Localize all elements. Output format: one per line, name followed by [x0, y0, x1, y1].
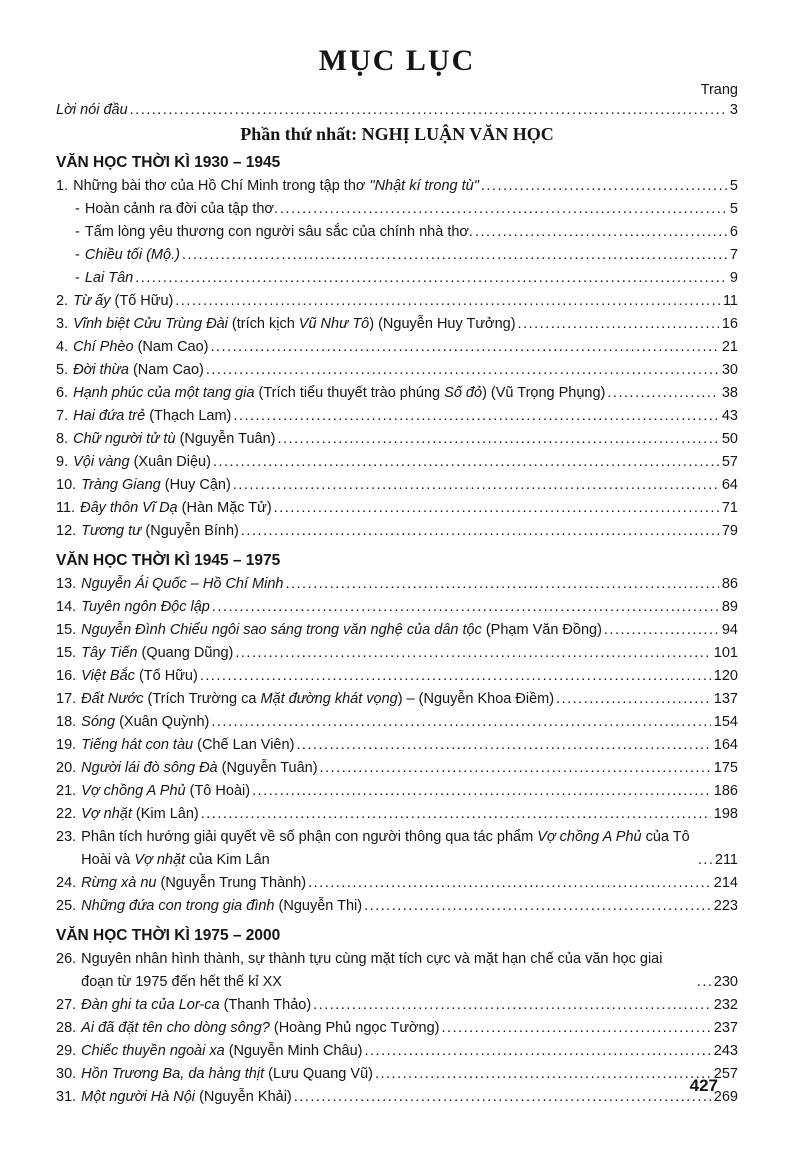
toc-entry: [56, 803, 738, 826]
section-heading: VĂN HỌC THỜI KÌ 1930 – 1945: [56, 154, 281, 171]
dot-leader: [481, 175, 727, 198]
entry-title: Lai Tân: [84, 270, 134, 286]
entry-number: 30.: [56, 1066, 77, 1082]
dot-leader: [285, 573, 718, 596]
entry-number: 12.: [56, 523, 77, 539]
entry-number: 8.: [56, 431, 69, 447]
entry-page-number: 198: [713, 806, 738, 822]
toc-sections: [56, 154, 738, 1109]
entry-page-number: 71: [721, 500, 738, 516]
toc-entry: [56, 895, 738, 918]
toc-entry: [56, 619, 738, 642]
toc-entry: [56, 734, 738, 757]
entry-title: Hạnh phúc của một tang gia (Trích tiểu thuyết trào phúng Số đỏ) (Vũ Trọng Phụng): [73, 385, 606, 401]
entry-title: Chiếc thuyền ngoài xa (Nguyễn Minh Châu): [81, 1043, 363, 1059]
entry-number: -: [75, 270, 80, 286]
entry-number: 24.: [56, 875, 77, 891]
dot-leader: [442, 1017, 711, 1040]
dot-leader: [604, 619, 719, 642]
entry-number: -: [75, 247, 80, 263]
entry-page-number: 232: [713, 997, 738, 1013]
entry-title: Nguyễn Đình Chiểu ngôi sao sáng trong văn nghệ của dân tộc (Phạm Văn Đồng): [81, 622, 602, 638]
entry-number: 7.: [56, 408, 69, 424]
preface-row-container: [56, 99, 738, 122]
entry-number: 9.: [56, 454, 69, 470]
entry-page-number: 214: [713, 875, 738, 891]
section-heading: VĂN HỌC THỜI KÌ 1945 – 1975: [56, 552, 281, 569]
dot-leader: [308, 872, 711, 895]
dot-leader: [206, 359, 719, 382]
toc-entry: [56, 688, 738, 711]
entry-page-number: 5: [729, 178, 738, 194]
entry-page-number: 38: [721, 385, 738, 401]
entry-number: 4.: [56, 339, 69, 355]
dot-leader: [252, 780, 711, 803]
dot-leader: [211, 336, 719, 359]
dot-leader: [233, 405, 718, 428]
dot-leader: [697, 971, 711, 994]
entry-page-number: 21: [721, 339, 738, 355]
entry-page-number: 57: [721, 454, 738, 470]
dot-leader: [320, 757, 711, 780]
dot-leader: [313, 994, 711, 1017]
toc-entry: [56, 642, 738, 665]
entry-page-number: 50: [721, 431, 738, 447]
dot-leader: [200, 665, 711, 688]
entry-title: Vợ nhặt (Kim Lân): [81, 806, 199, 822]
entry-number: 1.: [56, 178, 69, 194]
trang-column-label: Trang: [700, 82, 738, 98]
entry-page-number: 86: [721, 576, 738, 592]
toc-subentry: [56, 244, 738, 267]
entry-number: 19.: [56, 737, 77, 753]
toc-entry: [56, 474, 738, 497]
toc-entry: [56, 359, 738, 382]
dot-leader: [607, 382, 718, 405]
entry-page-number: 243: [713, 1043, 738, 1059]
entry-title: Nguyên nhân hình thành, sự thành tựu cùng mặt tích cực và mặt hạn chế của văn học giai đoạn từ 1975 đến hết thế kỉ XX: [81, 951, 663, 990]
toc-subentry: [56, 198, 738, 221]
entry-number: 2.: [56, 293, 69, 309]
entry-title: Ai đã đặt tên cho dòng sông? (Hoàng Phủ ngọc Tường): [81, 1020, 440, 1036]
entry-number: 15.: [56, 622, 77, 638]
dot-leader: [175, 290, 720, 313]
toc-entry: [56, 428, 738, 451]
toc-entry: [56, 382, 738, 405]
dot-leader: [233, 474, 719, 497]
entry-title: Vợ chồng A Phủ (Tô Hoài): [81, 783, 251, 799]
entry-title: Sóng (Xuân Quỳnh): [81, 714, 210, 730]
toc-entry: [56, 1086, 738, 1109]
entry-title: Lời nói đầu: [56, 102, 128, 118]
entry-number: 16.: [56, 668, 77, 684]
part-heading: Phần thứ nhất: NGHỊ LUẬN VĂN HỌC: [240, 124, 554, 144]
entry-page-number: 230: [713, 974, 738, 990]
dot-leader: [277, 428, 718, 451]
entry-number: 29.: [56, 1043, 77, 1059]
entry-title: Những bài thơ của Hồ Chí Minh trong tập thơ "Nhật kí trong tù": [73, 178, 479, 194]
entry-title: Đây thôn Vĩ Dạ (Hàn Mặc Tử): [80, 500, 272, 516]
toc-entry: [56, 573, 738, 596]
entry-number: -: [75, 201, 80, 217]
entry-title: Đất Nước (Trích Trường ca Mặt đường khát vọng) – (Nguyễn Khoa Điềm): [81, 691, 555, 707]
toc-entry: [56, 711, 738, 734]
toc-entry: [56, 665, 738, 688]
entry-page-number: 6: [729, 224, 738, 240]
toc-subentry: [56, 267, 738, 290]
entry-title: Rừng xà nu (Nguyễn Trung Thành): [81, 875, 307, 891]
dot-leader: [201, 803, 711, 826]
entry-title: Tràng Giang (Huy Cận): [81, 477, 231, 493]
entry-number: 13.: [56, 576, 77, 592]
toc-entry: [56, 780, 738, 803]
dot-leader: [211, 711, 710, 734]
entry-number: 11.: [56, 500, 76, 516]
entry-title: Phân tích hướng giải quyết về số phận con người thông qua tác phẩm Vợ chồng A Phủ của Tô Hoài và Vợ nhặt của Kim Lân: [81, 829, 690, 868]
dot-leader: [182, 244, 727, 267]
toc-entry: [56, 520, 738, 543]
entry-number: 3.: [56, 316, 69, 332]
entry-number: 31.: [56, 1089, 77, 1105]
entry-title: Chí Phèo (Nam Cao): [73, 339, 209, 355]
dot-leader: [280, 198, 727, 221]
entry-title: Tây Tiến (Quang Dũng): [81, 645, 234, 661]
toc-entry: [56, 757, 738, 780]
entry-page-number: 223: [713, 898, 738, 914]
entry-title: Hoàn cảnh ra đời của tập thơ.: [84, 201, 278, 217]
toc-entry: [56, 1017, 738, 1040]
entry-number: 25.: [56, 898, 77, 914]
toc-entry: [56, 994, 738, 1017]
entry-page-number: 5: [729, 201, 738, 217]
entry-page-number: 269: [713, 1089, 738, 1105]
entry-number: 15.: [56, 645, 77, 661]
dot-leader: [135, 267, 727, 290]
entry-title: Đàn ghi ta của Lor-ca (Thanh Thảo): [81, 997, 312, 1013]
toc-entry: [56, 313, 738, 336]
entry-number: 20.: [56, 760, 77, 776]
dot-leader: [556, 688, 711, 711]
toc-entry: [56, 596, 738, 619]
toc-entry: [56, 405, 738, 428]
entry-number: 27.: [56, 997, 77, 1013]
dot-leader: [212, 596, 719, 619]
dot-leader: [213, 451, 719, 474]
toc-entry: [56, 826, 738, 872]
entry-title: Tương tư (Nguyễn Bính): [81, 523, 239, 539]
dot-leader: [274, 497, 719, 520]
entry-number: 21.: [56, 783, 77, 799]
entry-title: Người lái đò sông Đà (Nguyễn Tuân): [81, 760, 318, 776]
dot-leader: [294, 1086, 711, 1109]
toc-entry: [56, 1063, 738, 1086]
dot-leader: [364, 895, 711, 918]
dot-leader: [475, 221, 727, 244]
entry-title: Việt Bắc (Tố Hữu): [81, 668, 198, 684]
toc-entry: [56, 336, 738, 359]
dot-leader: [130, 99, 727, 122]
entry-title: Tiếng hát con tàu (Chế Lan Viên): [81, 737, 295, 753]
entry-page-number: 137: [713, 691, 738, 707]
entry-title: Đời thừa (Nam Cao): [73, 362, 204, 378]
entry-title: Chiều tối (Mộ.): [84, 247, 180, 263]
dot-leader: [698, 849, 712, 872]
entry-page-number: 64: [721, 477, 738, 493]
entry-number: 22.: [56, 806, 77, 822]
toc-entry: [56, 175, 738, 198]
entry-page-number: 43: [721, 408, 738, 424]
entry-page-number: 94: [721, 622, 738, 638]
entry-title: Những đứa con trong gia đình (Nguyễn Thi): [81, 898, 363, 914]
entry-title: Hồn Trương Ba, da hàng thịt (Lưu Quang Vũ): [81, 1066, 373, 1082]
entry-title: Vĩnh biệt Cửu Trùng Đài (trích kịch Vũ Như Tô) (Nguyễn Huy Tưởng): [73, 316, 516, 332]
page-title: MỤC LỤC: [318, 44, 476, 77]
toc-entry: [56, 290, 738, 313]
entry-number: 10.: [56, 477, 77, 493]
dot-leader: [375, 1063, 711, 1086]
toc-entry: [56, 1040, 738, 1063]
entry-page-number: 7: [729, 247, 738, 263]
entry-page-number: 186: [713, 783, 738, 799]
entry-number: 23.: [56, 829, 77, 845]
entry-page-number: 257: [713, 1066, 738, 1082]
entry-number: 17.: [56, 691, 77, 707]
entry-number: 28.: [56, 1020, 77, 1036]
section-heading: VĂN HỌC THỜI KÌ 1975 – 2000: [56, 927, 281, 944]
entry-title: Tuyên ngôn Độc lập: [81, 599, 210, 615]
entry-title: Hai đứa trẻ (Thạch Lam): [73, 408, 232, 424]
entry-title: Một người Hà Nội (Nguyễn Khải): [81, 1089, 292, 1105]
entry-page-number: 89: [721, 599, 738, 615]
entry-title: Nguyễn Ái Quốc – Hồ Chí Minh: [81, 576, 284, 592]
toc-entry: [56, 497, 738, 520]
entry-page-number: 9: [729, 270, 738, 286]
entry-page-number: 3: [729, 102, 738, 118]
entry-page-number: 101: [713, 645, 738, 661]
entry-page-number: 164: [713, 737, 738, 753]
entry-title: Vội vàng (Xuân Diệu): [73, 454, 211, 470]
footer-page-number: 427: [689, 1076, 718, 1095]
entry-number: 6.: [56, 385, 69, 401]
entry-page-number: 211: [714, 852, 738, 868]
entry-title: Tấm lòng yêu thương con người sâu sắc của chính nhà thơ.: [84, 224, 473, 240]
entry-page-number: 16: [721, 316, 738, 332]
entry-page-number: 11: [722, 293, 738, 309]
entry-title: Từ ấy (Tố Hữu): [73, 293, 174, 309]
entry-page-number: 154: [713, 714, 738, 730]
entry-number: 5.: [56, 362, 69, 378]
entry-number: 26.: [56, 951, 77, 967]
toc-entry: [56, 99, 738, 122]
dot-leader: [364, 1040, 710, 1063]
dot-leader: [518, 313, 719, 336]
entry-page-number: 79: [721, 523, 738, 539]
toc-subentry: [56, 221, 738, 244]
entry-page-number: 120: [713, 668, 738, 684]
entry-number: 18.: [56, 714, 77, 730]
entry-page-number: 30: [721, 362, 738, 378]
entry-page-number: 175: [713, 760, 738, 776]
entry-title: Chữ người tử tù (Nguyễn Tuân): [73, 431, 276, 447]
dot-leader: [241, 520, 719, 543]
dot-leader: [296, 734, 710, 757]
dot-leader: [235, 642, 710, 665]
toc-entry: [56, 872, 738, 895]
toc-entry: [56, 451, 738, 474]
toc-entry: [56, 948, 738, 994]
entry-number: -: [75, 224, 80, 240]
entry-number: 14.: [56, 599, 77, 615]
entry-page-number: 237: [713, 1020, 738, 1036]
